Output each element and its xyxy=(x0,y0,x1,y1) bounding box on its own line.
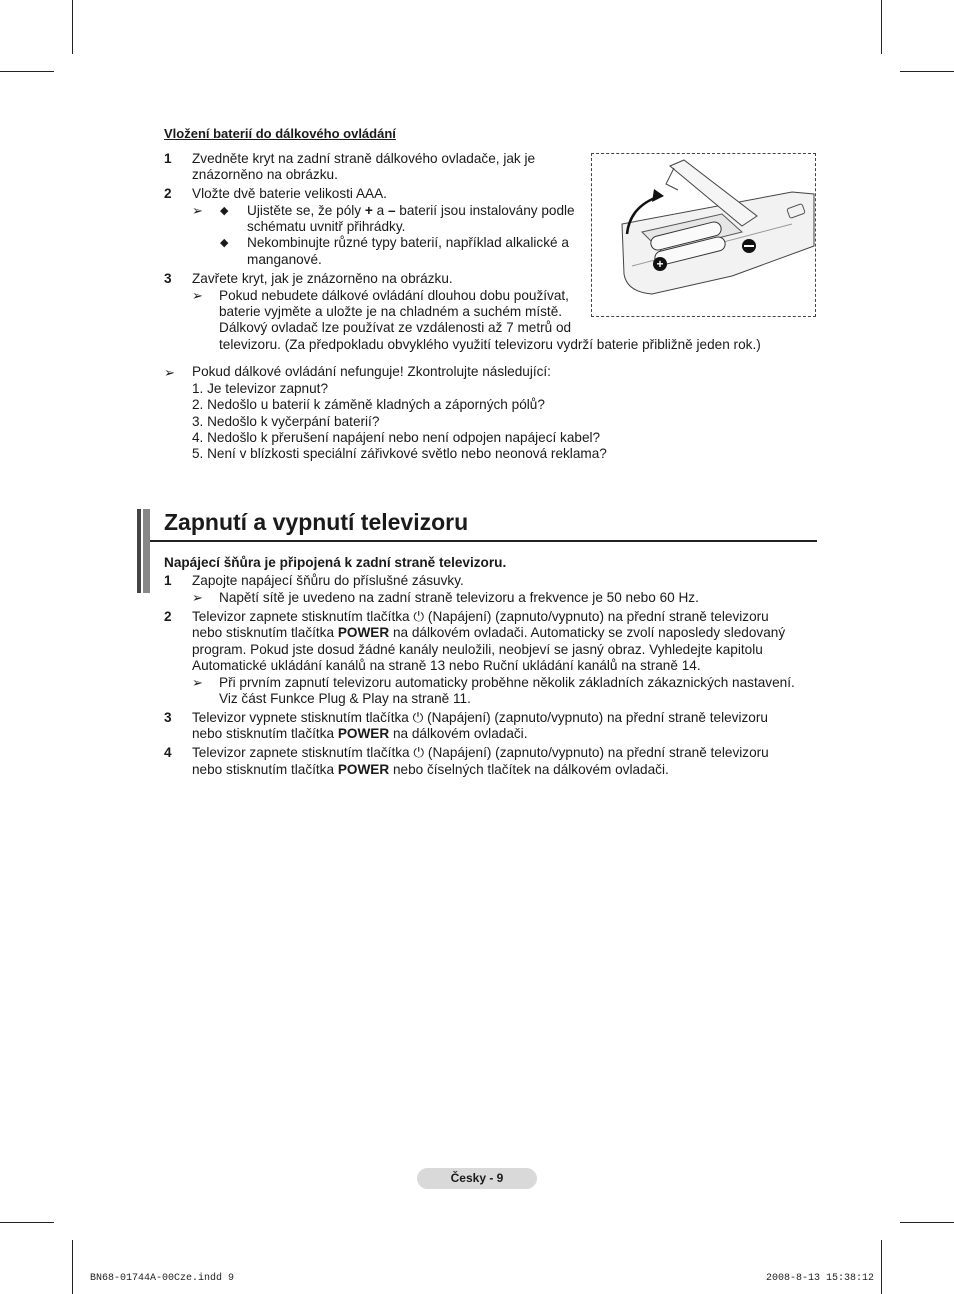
step-text: nebo stisknutím tlačítka POWER na dálkovém ovladači. xyxy=(192,726,528,741)
svg-text:+: + xyxy=(656,257,664,271)
step-number: 2 xyxy=(164,186,172,201)
section-marker-bar xyxy=(137,509,141,593)
crop-mark xyxy=(72,0,73,54)
bullet-text: schématu uvnitř přihrádky. xyxy=(247,219,406,234)
step-number: 3 xyxy=(164,710,172,725)
step-text: Vložte dvě baterie velikosti AAA. xyxy=(192,186,387,201)
step-text: nebo stisknutím tlačítka POWER nebo číselných tlačítek na dálkovém ovladači. xyxy=(192,762,669,777)
power-icon: ⏻ xyxy=(412,710,424,725)
step-text: nebo stisknutím tlačítka POWER na dálkovém ovladači. Automaticky se zvolí naposledy sledovaný xyxy=(192,625,786,640)
remote-battery-illustration xyxy=(592,154,815,316)
arrow-right-icon: ➢ xyxy=(192,590,203,605)
power-icon: ⏻ xyxy=(413,609,425,624)
step-number: 1 xyxy=(164,151,172,166)
step-text: Zvedněte kryt na zadní straně dálkového ovladače, jak je xyxy=(192,151,536,166)
list-item: 5. Není v blízkosti speciální zářivkové světlo nebo neonová reklama? xyxy=(192,446,607,461)
list-item: 4. Nedošlo k přerušení napájení nebo není odpojen napájecí kabel? xyxy=(192,430,601,445)
crop-mark xyxy=(900,71,954,72)
arrow-right-icon: ➢ xyxy=(192,203,203,218)
list-item: 2. Nedošlo u baterií k záměně kladných a záporných pólů? xyxy=(192,397,545,412)
diamond-bullet-icon: ◆ xyxy=(220,237,229,249)
section-marker-bar xyxy=(143,509,150,593)
note-text: Dálkový ovladač lze používat ze vzdálenosti až 7 metrů od xyxy=(219,320,572,335)
arrow-right-icon: ➢ xyxy=(192,288,203,303)
step-number: 3 xyxy=(164,271,172,286)
bullet-text: Ujistěte se, že póly + a – baterií jsou instalovány podle xyxy=(247,203,575,218)
list-item: 1. Je televizor zapnut? xyxy=(192,381,329,396)
step-text: Televizor zapnete stisknutím tlačítka ⏻ (Napájení) (zapnuto/vypnuto) na přední straně televizoru xyxy=(192,745,769,760)
step-text: znázorněno na obrázku. xyxy=(192,167,338,182)
list-item: 3. Nedošlo k vyčerpání baterií? xyxy=(192,414,380,429)
page-number-badge: Česky - 9 xyxy=(417,1168,537,1189)
crop-mark xyxy=(881,0,882,54)
step-number: 2 xyxy=(164,609,172,624)
crop-mark xyxy=(0,71,54,72)
step-number: 1 xyxy=(164,573,172,588)
crop-mark xyxy=(881,1240,882,1294)
crop-mark xyxy=(900,1222,954,1223)
step-text: program. Pokud jste dosud žádné kanály neuložili, neobjeví se jasný obraz. Vyhledejte kapitolu xyxy=(192,642,763,657)
bullet-text: manganové. xyxy=(247,252,322,267)
arrow-right-icon: ➢ xyxy=(164,365,175,380)
power-subheading: Napájecí šňůra je připojená k zadní straně televizoru. xyxy=(164,555,507,570)
section-divider xyxy=(150,540,817,542)
note-text: televizoru. (Za předpokladu obvyklého využití televizoru vydrží baterie přibližně jeden rok.) xyxy=(219,337,761,352)
section-title: Zapnutí a vypnutí televizoru xyxy=(164,509,469,535)
troubleshoot-intro: Pokud dálkové ovládání nefunguje! Zkontrolujte následující: xyxy=(192,364,551,379)
crop-mark xyxy=(0,1222,54,1223)
note-text: Při prvním zapnutí televizoru automaticky proběhne několik základních zákaznických nastavení. xyxy=(219,675,795,690)
note-text: Pokud nebudete dálkové ovládání dlouhou dobu používat, xyxy=(219,288,569,303)
arrow-right-icon: ➢ xyxy=(192,675,203,690)
print-timestamp: 2008-8-13 15:38:12 xyxy=(766,1273,875,1284)
note-text: Napětí sítě je uvedeno na zadní straně televizoru a frekvence je 50 nebo 60 Hz. xyxy=(219,590,699,605)
note-text: Viz část Funkce Plug & Play na straně 11. xyxy=(219,691,471,706)
step-number: 4 xyxy=(164,745,172,760)
file-name: BN68-01744A-00Cze.indd 9 xyxy=(90,1273,235,1284)
diamond-bullet-icon: ◆ xyxy=(220,205,229,217)
note-text: baterie vyjměte a uložte je na chladném a suchém místě. xyxy=(219,304,563,319)
power-icon: ⏻ xyxy=(413,745,425,760)
step-text: Televizor zapnete stisknutím tlačítka ⏻ (Napájení) (zapnuto/vypnuto) na přední straně televizoru xyxy=(192,609,769,624)
battery-figure xyxy=(591,153,816,317)
bullet-text: Nekombinujte různé typy baterií, například alkalické a xyxy=(247,235,569,250)
step-text: Zavřete kryt, jak je znázorněno na obrázku. xyxy=(192,271,453,286)
step-text: Televizor vypnete stisknutím tlačítka ⏻ (Napájení) (zapnuto/vypnuto) na přední straně televizoru xyxy=(192,710,768,725)
step-text: Zapojte napájecí šňůru do příslušné zásuvky. xyxy=(192,573,464,588)
step-text: Automatické ukládání kanálů na straně 13 nebo Ruční ukládání kanálů na straně 14. xyxy=(192,658,701,673)
battery-heading: Vložení baterií do dálkového ovládání xyxy=(164,126,396,141)
crop-mark xyxy=(72,1240,73,1294)
